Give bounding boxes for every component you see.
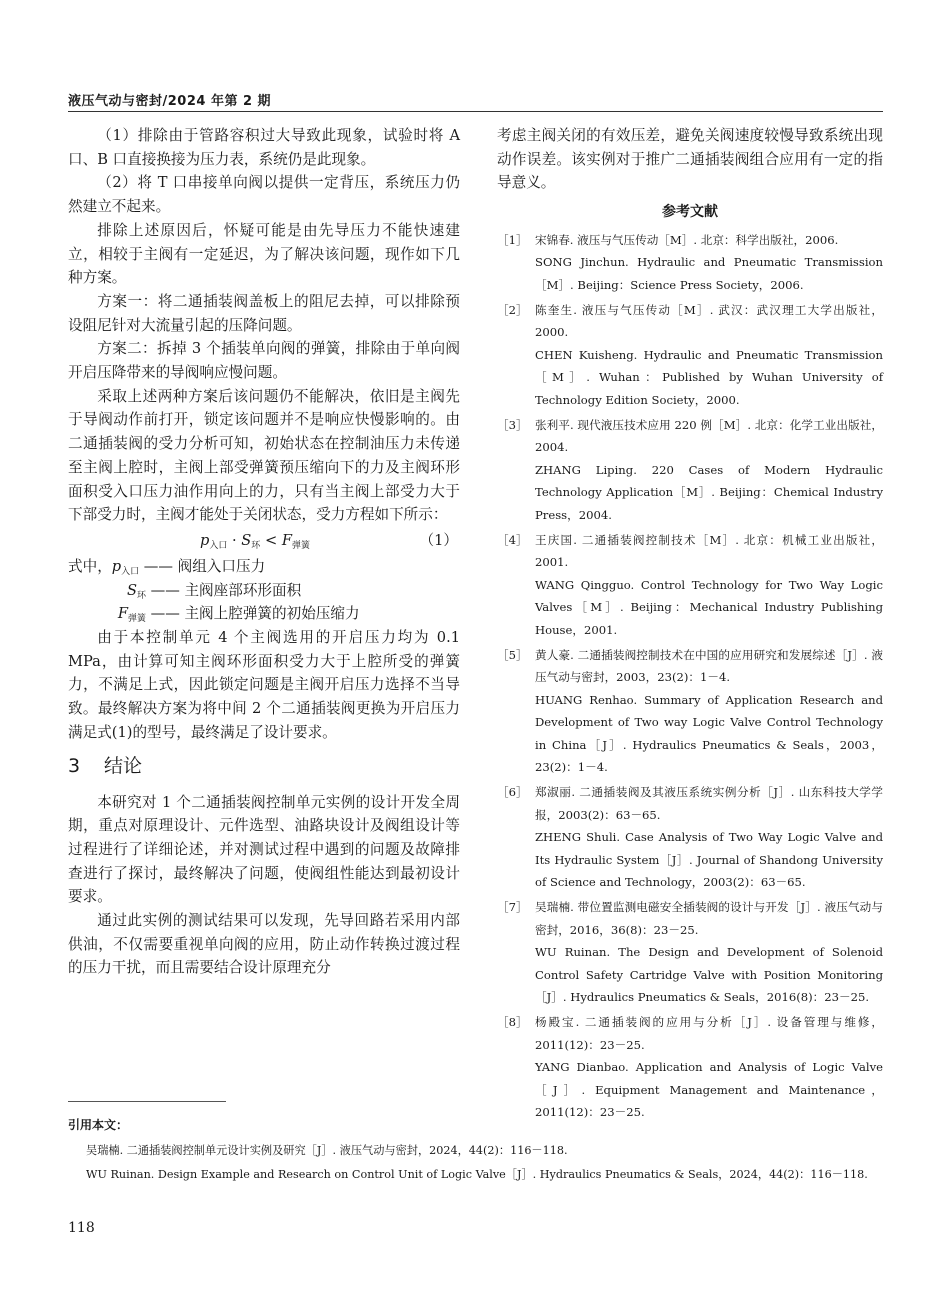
reference-cn: 杨殿宝. 二通插装阀的应用与分析［J］. 设备管理与维修，2011(12)：23－25. xyxy=(535,1015,883,1052)
symbol-definitions xyxy=(68,555,460,626)
paragraph: 采取上述两种方案后该问题仍不能解决，依旧是主阀先于导阀动作前打开，锁定该问题并不是响应快慢影响的。由二通插装阀的受力分析可知，初始状态在控制油压力未传递至主阀上腔时，主阀上部受弹簧预压缩向下的力及主阀环形面积受入口压力油作用向上的力，只有当主阀上部受力大于下部受力时，主阀才能处于关闭状态，受力方程如下所示： xyxy=(68,387,460,524)
section-heading xyxy=(68,755,460,783)
symbol-desc: —— 阀组入口压力 xyxy=(143,557,266,575)
right-column xyxy=(497,124,883,1126)
eq-p: p xyxy=(200,531,210,549)
journal-header: 液压气动与密封/2024 年第 2 期 xyxy=(68,94,272,109)
citation-label: 引用本文： xyxy=(68,1118,129,1132)
paragraph: 方案一：将二通插装阀盖板上的阻尼去掉，可以排除预设阻尼针对大流量引起的压降问题。 xyxy=(68,292,460,334)
paragraph: 通过此实例的测试结果可以发现，先导回路若采用内部供油，不仅需要重视单向阀的应用，防止动作转换过渡过程的压力干扰，而且需要结合设计原理充分 xyxy=(68,912,460,977)
eq-f: F xyxy=(281,531,292,549)
where-prefix: 式中， xyxy=(68,557,112,575)
reference-item xyxy=(497,299,883,412)
reference-item xyxy=(497,229,883,297)
reference-en: HUANG Renhao. Summary of Application Research and Development of Two way Logic Valve Control Technology in China［J］. Hydraulics Pneumatics & Seals，2003，23(2)：1－4. xyxy=(535,692,883,775)
left-column xyxy=(68,124,460,980)
eq-p-sub: 入口 xyxy=(209,540,228,551)
page-number: 118 xyxy=(68,1220,95,1236)
reference-number: ［3］ xyxy=(497,417,528,432)
references-heading: 参考文献 xyxy=(662,204,718,221)
reference-number: ［6］ xyxy=(497,785,528,800)
eq-dot: · xyxy=(232,531,237,549)
reference-en: ZHENG Shuli. Case Analysis of Two Way Logic Valve and Its Hydraulic System［J］. Journal of Shandong University of Science and Technology，2003(2)：63－65. xyxy=(535,830,883,890)
paragraph: 本研究对 1 个二通插装阀控制单元实例的设计开发全周期，重点对原理设计、元件选型、油路块设计及阀组设计等过程进行了详细论述，并对测试过程中遇到的问题及故障排查进行了探讨，最终解决了问题，使阀组性能达到最初设计要求。 xyxy=(68,793,460,906)
citation-en: WU Ruinan. Design Example and Research on Control Unit of Logic Valve［J］. Hydraulics Pneumatics & Seals，2024，44(2)：116－118. xyxy=(86,1168,868,1181)
paragraph: （2）将 T 口串接单向阀以提供一定背压，系统压力仍然建立不起来。 xyxy=(68,174,460,216)
eq-f-sub: 弹簧 xyxy=(291,540,310,551)
reference-number: ［1］ xyxy=(497,232,528,247)
reference-number: ［2］ xyxy=(497,302,528,317)
reference-cn: 陈奎生. 液压与气压传动［M］. 武汉：武汉理工大学出版社，2000. xyxy=(535,302,883,340)
citation-rule xyxy=(68,1101,226,1102)
reference-number: ［4］ xyxy=(497,532,528,547)
paragraph: 排除上述原因后，怀疑可能是由先导压力不能快速建立，相较于主阀有一定延迟，为了解决该问题，现作如下几种方案。 xyxy=(68,221,460,287)
reference-cn: 黄人豪. 二通插装阀控制技术在中国的应用研究和发展综述［J］. 液压气动与密封，2003，23(2)：1－4. xyxy=(535,647,883,685)
paragraph: 方案二：拆掉 3 个插装单向阀的弹簧，排除由于单向阀开启压降带来的导阀响应慢问题。 xyxy=(68,340,460,382)
eq-s-sub: 环 xyxy=(251,540,261,551)
symbol-desc: —— 主阀上腔弹簧的初始压缩力 xyxy=(150,605,360,623)
section-title: 结论 xyxy=(104,754,143,777)
reference-cn: 吴瑞楠. 带位置监测电磁安全插装阀的设计与开发［J］. 液压气动与密封，2016，36(8)：23－25. xyxy=(535,900,883,937)
reference-en: YANG Dianbao. Application and Analysis of Logic Valve［J］. Equipment Management and Maintenance，2011(12)：23－25. xyxy=(535,1060,883,1120)
eq-s: S xyxy=(241,531,252,549)
symbol: S xyxy=(126,581,137,599)
reference-en: ZHANG Liping. 220 Cases of Modern Hydraulic Technology Application［M］. Beijing：Chemical Industry Press，2004. xyxy=(535,462,883,522)
reference-item xyxy=(497,414,883,527)
section-number: 3 xyxy=(68,754,81,777)
reference-cn: 张利平. 现代液压技术应用 220 例［M］. 北京：化学工业出版社，2004. xyxy=(535,417,883,455)
symbol-sub: 入口 xyxy=(121,566,140,577)
reference-item xyxy=(497,1011,883,1124)
symbol-desc: —— 主阀座部环形面积 xyxy=(150,581,302,599)
reference-en: SONG Jinchun. Hydraulic and Pneumatic Transmission［M］. Beijing：Science Press Society，2006. xyxy=(535,255,883,292)
reference-item xyxy=(497,781,883,894)
symbol: p xyxy=(111,557,122,575)
reference-cn: 王庆国. 二通插装阀控制技术［M］. 北京：机械工业出版社，2001. xyxy=(535,532,883,570)
equation-number: （1） xyxy=(419,531,458,549)
header-rule xyxy=(68,111,883,112)
symbol-sub: 弹簧 xyxy=(127,614,146,625)
reference-en: WANG Qingguo. Control Technology for Two Way Logic Valves［M］. Beijing：Mechanical Industry Publishing House，2001. xyxy=(535,577,883,637)
eq-lt: < xyxy=(264,531,278,549)
paragraph: （1）排除由于管路容积过大导致此现象，试验时将 A 口、B 口直接换接为压力表，系统仍是此现象。 xyxy=(68,127,460,168)
reference-en: WU Ruinan. The Design and Development of Solenoid Control Safety Cartridge Valve with Position Monitoring［J］. Hydraulics Pneumatics & Seals，2016(8)：23－25. xyxy=(535,945,883,1005)
reference-number: ［7］ xyxy=(497,900,528,915)
symbol-sub: 环 xyxy=(136,590,146,601)
reference-cn: 郑淑丽. 二通插装阀及其液压系统实例分析［J］. 山东科技大学学报，2003(2)：63－65. xyxy=(535,785,883,822)
reference-item xyxy=(497,896,883,1009)
reference-en: CHEN Kuisheng. Hydraulic and Pneumatic Transmission［M］. Wuhan：Published by Wuhan University of Technology Edition Society，2000. xyxy=(535,347,883,407)
paragraph: 考虑主阀关闭的有效压差，避免关阀速度较慢导致系统出现动作误差。该实例对于推广二通插装阀组合应用有一定的指导意义。 xyxy=(497,127,883,192)
reference-item xyxy=(497,529,883,642)
symbol: F xyxy=(117,605,128,623)
reference-item xyxy=(497,644,883,780)
reference-number: ［5］ xyxy=(497,647,528,662)
reference-number: ［8］ xyxy=(497,1015,528,1029)
equation-1 xyxy=(68,529,460,553)
reference-cn: 宋锦春. 液压与气压传动［M］. 北京：科学出版社，2006. xyxy=(535,232,839,247)
paragraph: 由于本控制单元 4 个主阀选用的开启压力均为 0.1 MPa，由计算可知主阀环形面积受力大于上腔所受的弹簧力，不满足上式，因此锁定问题是主阀开启压力选择不当导致。最终解决方案为将中间 2 个二通插装阀更换为开启压力满足式(1)的型号，最终满足了设计要求。 xyxy=(68,629,460,741)
citation-cn: 吴瑞楠. 二通插装阀控制单元设计实例及研究［J］. 液压气动与密封，2024，44(2)：116－118. xyxy=(86,1144,568,1157)
